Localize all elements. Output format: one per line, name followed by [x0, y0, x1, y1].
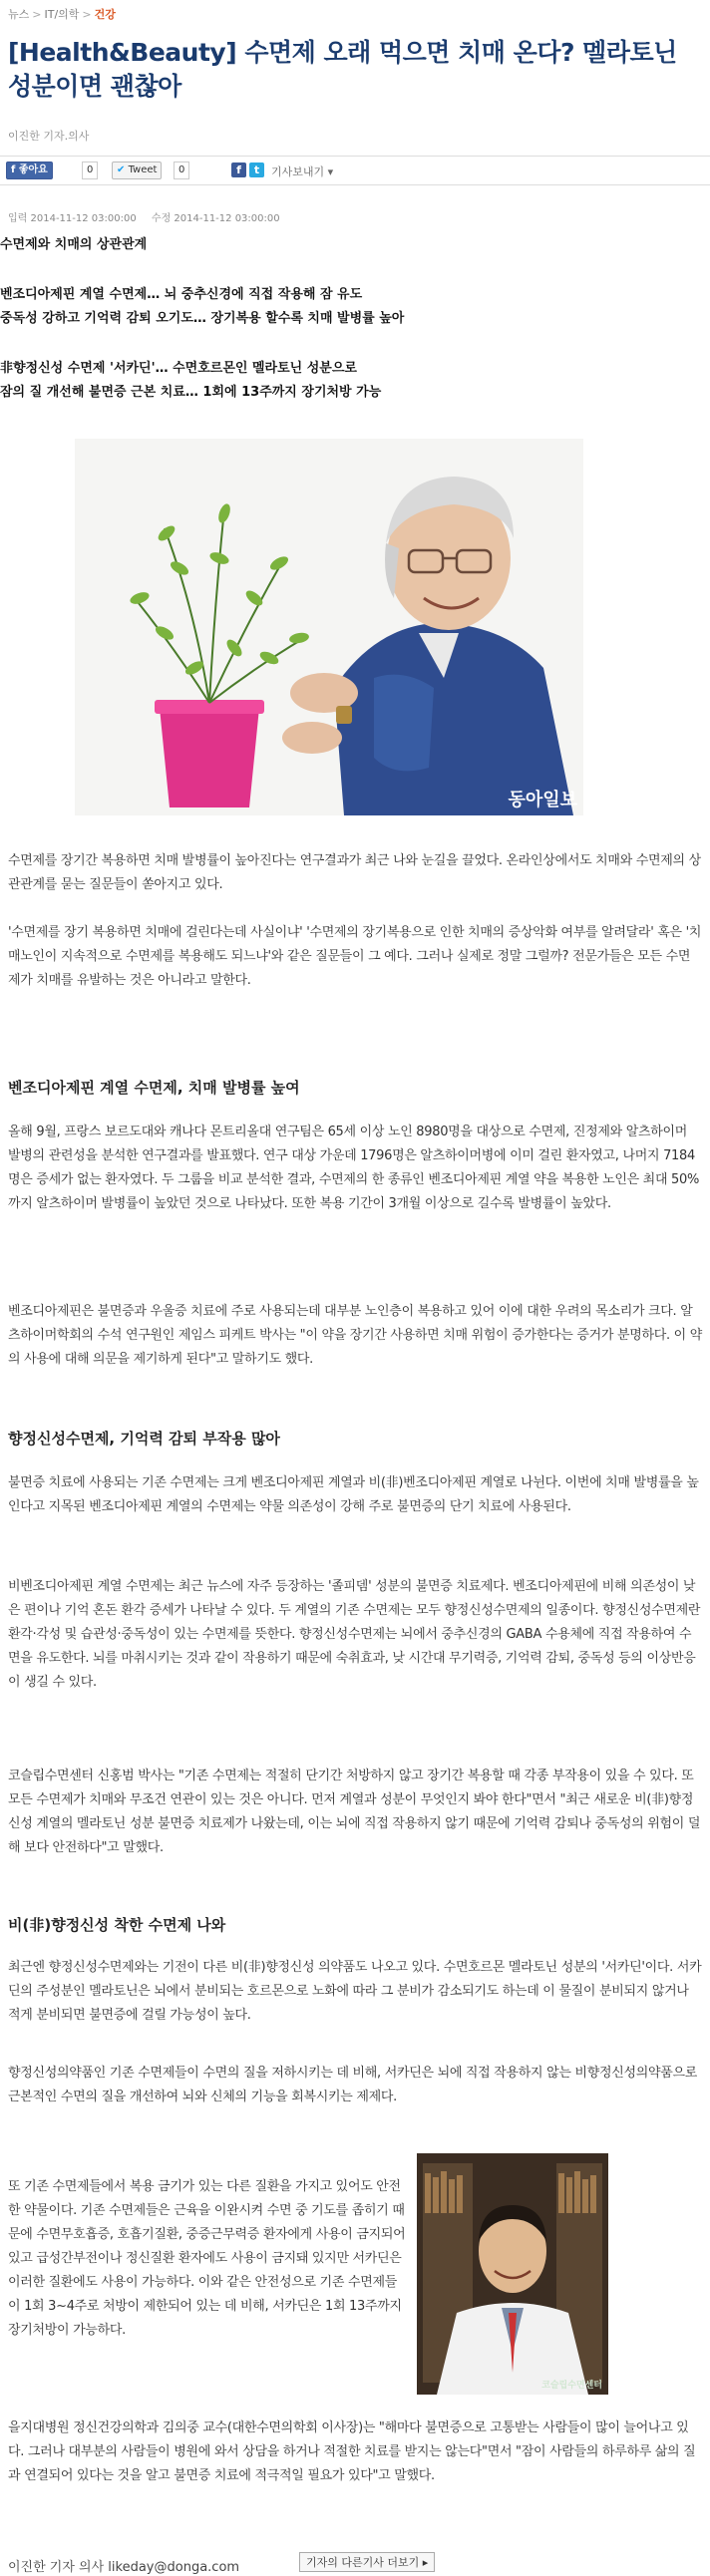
article-dates	[8, 209, 292, 224]
doctor-photo-logo: 코슬립수면센터	[541, 2381, 602, 2391]
section-head-benzodiazepine: 벤조디아제핀 계열 수면제, 치매 발병률 높여	[8, 1079, 300, 1097]
breadcrumb: 뉴스 > IT/의학 > 건강	[8, 8, 116, 21]
paragraph-1: 수면제를 장기간 복용하면 치매 발병률이 높아진다는 연구결과가 최근 나와 눈길을 끌었다. 온라인상에서도 치매와 수면제의 상관관계를 묻는 질문들이 쏟아지고 있다.	[8, 853, 701, 892]
paragraph-11: 을지대병원 정신건강의학과 김의중 교수(대한수면의학회 이사장)는 "해마다 불면증으로 고통받는 사람들이 많이 늘어나고 있다. 그러나 대부분의 사람들이 병원에 와서 상담을 하거나 적절한 치료를 받지는 않는다"면서 "잠이 사람들의 하루하루 삶의 질과 연결되어 있다는 것을 알고 불면증 치료에 적극적일 필요가 있다"고 말했다.	[8, 2420, 696, 2483]
breadcrumb-it[interactable]: IT/의학	[44, 8, 80, 21]
subhead-5: 잠의 질 개선해 불면증 근본 치료… 1회에 13주까지 장기처방 가능	[0, 385, 382, 400]
tweet-button[interactable]: ✔ Tweet	[112, 161, 162, 179]
tweet-count: 0	[174, 161, 189, 179]
paragraph-2: '수면제를 장기 복용하면 치매에 걸린다는데 사실이냐' '수면제의 장기복용으로 인한 치매의 증상악화 여부를 알려달라' 혹은 '치매노인이 지속적으로 수면제를 복용해도 되느냐'와 같은 질문들이 그 예다. 그러나 실제로 정말 그럴까? 전문가들은 모든 수면제가 치매를 유발하는 것은 아니라고 말한다.	[8, 925, 702, 988]
elderly-woman-plant-illustration	[75, 439, 583, 815]
subhead-1: 수면제와 치매의 상관관계	[0, 237, 148, 252]
paragraph-9: 향정신성의약품인 기존 수면제들이 수면의 질을 저하시키는 데 비해, 서카딘은 뇌에 직접 작용하지 않는 비향정신성의약품으로 근본적인 수면의 질을 개선하여 뇌와 신체의 기능을 회복시키는 제제다.	[8, 2066, 698, 2104]
twitter-bird-icon: ✔	[117, 164, 126, 175]
doctor-illustration	[417, 2153, 608, 2395]
paragraph-3: 올해 9월, 프랑스 보르도대와 캐나다 몬트리올대 연구팀은 65세 이상 노인 8980명을 대상으로 수면제, 진정제와 알츠하이머 발병의 관련성을 분석한 연구결과를 발표했다. 연구 대상 가운데 1796명은 알츠하이머병에 이미 걸린 환자였고, 나머지 7184명은 증세가 없는 환자였다. 두 그룹을 비교 분석한 결과, 수면제의 한 종류인 벤조디아제핀 계열 약을 복용한 노인은 최대 50%까지 알츠하이머 발병률이 높았던 것으로 나타났다. 또한 복용 기간이 3개월 이상으로 길수록 발병률이 높았다.	[8, 1125, 700, 1211]
facebook-like-button[interactable]: f 좋아요	[6, 161, 53, 179]
published-date: 입력 2014-11-12 03:00:00	[8, 213, 137, 224]
author-email[interactable]: 이진한 기자 의사 likeday@donga.com	[8, 2560, 240, 2575]
section-head-psychotropic: 향정신성수면제, 기억력 감퇴 부작용 많아	[8, 1430, 280, 1448]
article-main-photo	[75, 439, 583, 815]
breadcrumb-news[interactable]: 뉴스	[8, 8, 30, 21]
paragraph-5: 불면증 치료에 사용되는 기존 수면제는 크게 벤조디아제핀 계열과 비(非)벤조디아제핀 계열로 나뉜다. 이번에 치매 발병률을 높인다고 지목된 벤조디아제핀 계열의 수면제는 약물 의존성이 강해 주로 불면증의 단기 치료에 사용된다.	[8, 1475, 699, 1514]
article-title: [Health&Beauty] 수면제 오래 먹으면 치매 온다? 멜라토닌 성분이면 괜찮아	[8, 38, 677, 101]
doctor-photo	[417, 2153, 608, 2395]
modified-date: 수정 2014-11-12 03:00:00	[151, 213, 280, 224]
share-bar	[0, 156, 710, 185]
paragraph-7: 코슬립수면센터 신홍범 박사는 "기존 수면제는 적절히 단기간 처방하지 않고 장기간 복용할 때 각종 부작용이 있을 수 있다. 또 모든 수면제가 치매와 무조건 연관이 있는 것은 아니다. 먼저 계열과 성분이 무엇인지 봐야 한다"면서 "최근 새로운 비(非)향정신성 계열의 멜라토닌 성분 불면증 치료제가 나왔는데, 이는 뇌에 직접 작용하지 않기 때문에 기억력 감퇴나 중독성의 위험이 덜해 보다 안전하다"고 말했다.	[8, 1769, 701, 1855]
twitter-share-icon[interactable]: t	[249, 162, 264, 177]
facebook-icon: f	[11, 164, 16, 175]
image-caption: 동아일보	[508, 790, 577, 810]
paragraph-6: 비벤조디아제핀 계열 수면제는 최근 뉴스에 자주 등장하는 '졸피뎀' 성분의 불면증 치료제다. 벤조디아제핀에 비해 의존성이 낮은 편이나 기억 혼돈 환각 증세가 나타날 수 있다. 두 계열의 기존 수면제는 모두 향정신성수면제의 일종이다. 향정신성수면제란 환각·각성 및 습관성·중독성이 있는 수면제를 뜻한다. 향정신성수면제는 뇌에서 중추신경의 GABA 수용체에 직접 작용하여 수면을 유도한다. 뇌를 마취시키는 것과 같이 작용하기 때문에 숙취효과, 낮 시간대 무기력증, 기억력 감퇴, 중독성 등의 이상반응이 생길 수 있다.	[8, 1579, 701, 1690]
breadcrumb-current[interactable]: 건강	[94, 8, 116, 21]
facebook-share-icon[interactable]: f	[231, 162, 246, 177]
paragraph-4: 벤조디아제핀은 불면증과 우울증 치료에 주로 사용되는데 대부분 노인층이 복용하고 있어 이에 대한 우려의 목소리가 크다. 알츠하이머학회의 수석 연구원인 제임스 피케트 박사는 "이 약을 장기간 사용하면 치매 위험이 증가한다는 증거가 분명하다. 이 약의 사용에 대해 의문을 제기하게 된다"고 말하기도 했다.	[8, 1304, 702, 1367]
subhead-4: 非향정신성 수면제 '서카딘'… 수면호르몬인 멜라토닌 성분으로	[0, 361, 357, 376]
subhead-3: 중독성 강하고 기억력 감퇴 오기도… 장기복용 할수록 치매 발병률 높아	[0, 311, 405, 326]
facebook-like-count: 0	[82, 161, 98, 179]
paragraph-10: 또 기존 수면제들에서 복용 금기가 있는 다른 질환을 가지고 있어도 안전한 약물이다. 기존 수면제들은 근육을 이완시켜 수면 중 기도를 좁히기 때문에 수면무호흡증, 호흡기질환, 중증근무력증 환자에게 사용이 금지되어 있고 급성간부전이나 정신질환 환자에도 사용이 금지돼 있지만 서카딘은 이러한 질환에도 사용이 가능하다. 이와 같은 안전성으로 기존 수면제들이 1회 3~4주로 처방이 제한되어 있는 데 비해, 서카딘은 1회 13주까지 장기처방이 가능하다.	[8, 2179, 406, 2338]
subhead-2: 벤조디아제핀 계열 수면제… 뇌 중추신경에 직접 작용해 잠 유도	[0, 287, 363, 302]
article-byline: 이진한 기자.의사	[8, 130, 90, 143]
section-head-non-psychotropic: 비(非)향정신성 착한 수면제 나와	[8, 1916, 226, 1934]
send-article-dropdown[interactable]: 기사보내기 ▾	[271, 165, 334, 178]
paragraph-8: 최근엔 향정신성수면제와는 기전이 다른 비(非)향정신성 의약품도 나오고 있다. 수면호르몬 멜라토닌 성분의 '서카딘'이다. 서카딘의 주성분인 멜라토닌은 뇌에서 분비되는 호르몬으로 노화에 따라 그 분비가 감소되기도 하는데 이 물질이 분비되지 않거나 적게 분비되면 불면증에 걸릴 가능성이 높다.	[8, 1960, 702, 2023]
more-articles-button[interactable]: 기자의 다른기사 더보기 ▸	[299, 2552, 435, 2572]
